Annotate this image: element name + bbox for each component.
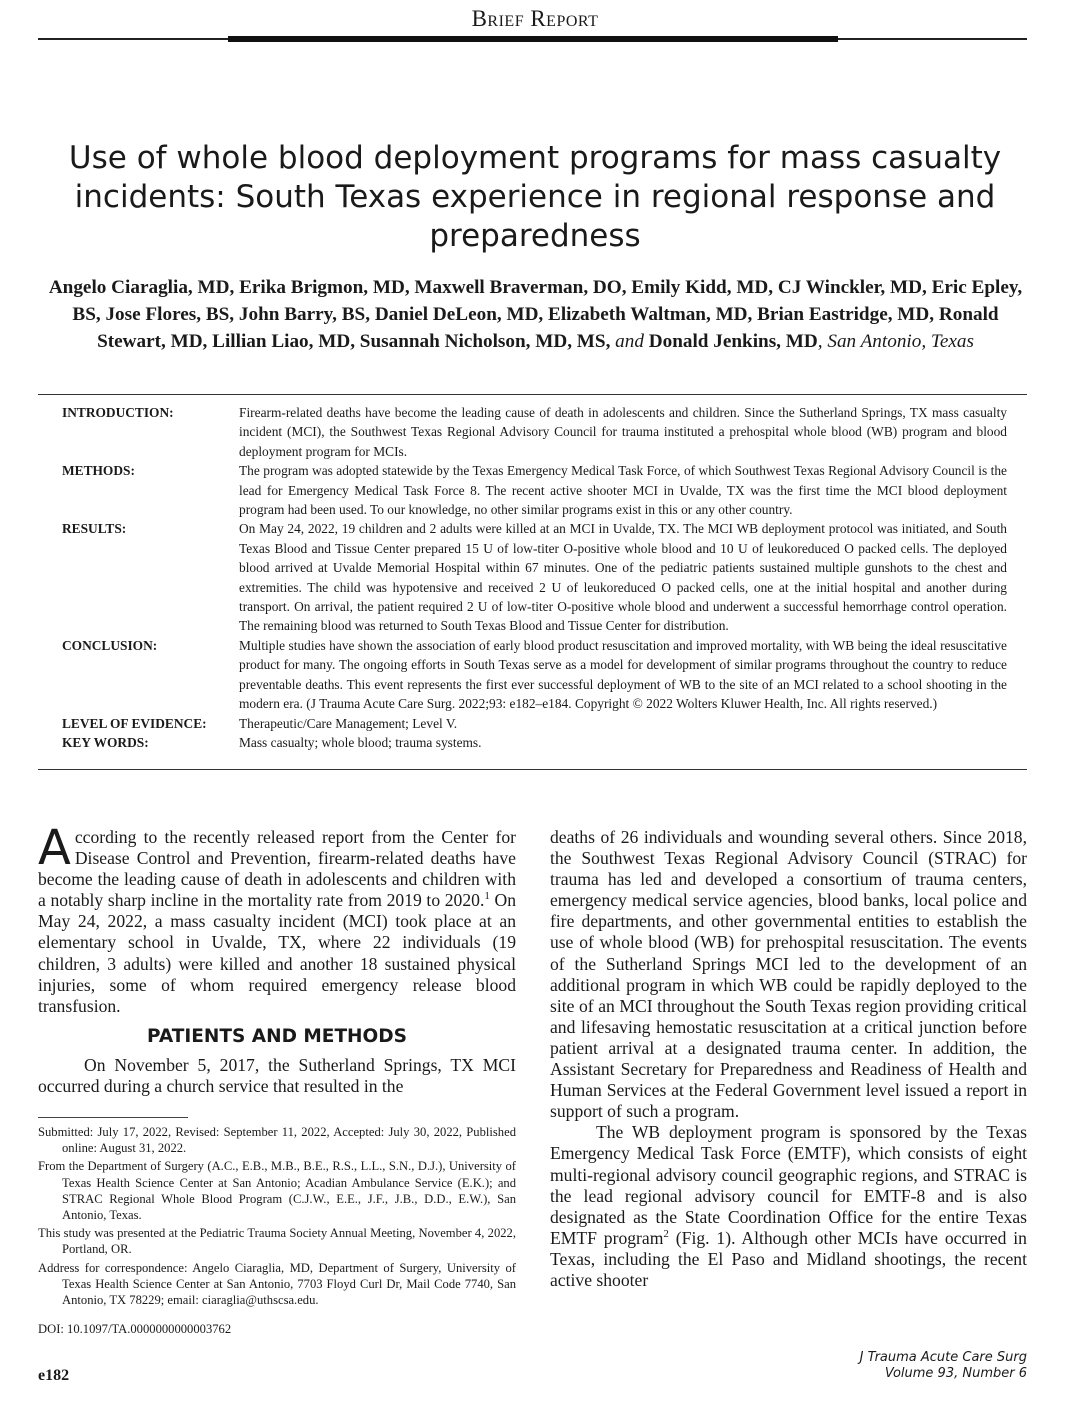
abstract-text: Mass casualty; whole blood; trauma systems. xyxy=(239,734,482,750)
abstract-row xyxy=(62,403,1007,461)
header-rule-thick xyxy=(228,36,838,42)
intro-text: ccording to the recently released report from the Center for Disease Control and Prevention, firearm-related deaths have become the leading cause of death in adolescents and children with a notably sharp incline in the mortality rate from 2019 to 2020. xyxy=(38,827,516,911)
methods-paragraph: On November 5, 2017, the Sutherland Springs, TX MCI occurred during a church service that resulted in the xyxy=(38,1054,516,1097)
intro-text-cont: On May 24, 2022, a mass casualty incident (MCI) took place at an elementary school in Uvalde, TX, where 22 individuals (19 children, 3 adults) were killed and another 18 sustained physical injuries, some of whom required emergency release blood transfusion. xyxy=(38,890,516,1016)
abstract-text: Firearm-related deaths have become the leading cause of death in adolescents and children. Since the Sutherland Springs, TX mass casualty incident (MCI), the Southwest Texas Regional Advisory Council for trauma instituted a prehospital whole blood (WB) program and blood deployment program for MCIs. xyxy=(239,405,1007,459)
page-number: e182 xyxy=(38,1367,70,1384)
footnote: Submitted: July 17, 2022, Revised: September 11, 2022, Accepted: July 30, 2022, Published online: August 31, 2022. xyxy=(38,1125,516,1156)
citation-ref[interactable]: 2 xyxy=(663,1227,669,1240)
abstract-text: Multiple studies have shown the association of early blood product resuscitation and improved mortality, with WB being the ideal resuscitative product for many. The ongoing efforts in South Texas serve as a model for development of similar programs throughout the country to reduce preventable deaths. This event represents the first ever successful deployment of WB to the site of an MCI related to a school shooting in the modern era. (J Trauma Acute Care Surg. 2022;93: e182–e184. Copyright © 2022 Wolters Kluwer Health, Inc. All rights reserved.) xyxy=(239,637,1007,712)
abstract-label: CONCLUSION: xyxy=(62,637,158,653)
footnotes xyxy=(38,1124,516,1310)
journal-name: J Trauma Acute Care Surg xyxy=(859,1350,1027,1365)
doi[interactable]: DOI: 10.1097/TA.0000000000003762 xyxy=(38,1322,232,1336)
abstract-label: LEVEL OF EVIDENCE: xyxy=(62,715,207,731)
abstract-text: The program was adopted statewide by the Texas Emergency Medical Task Force, of which Southwest Texas Regional Advisory Council is the lead for Emergency Medical Task Force 8. The recent active shooter MCI in Uvalde, TX was the first time the MCI blood deployment program had been used. To our knowledge, no other similar programs exist in this or any other country. xyxy=(239,463,1007,518)
citation-ref[interactable]: 1 xyxy=(484,890,490,903)
author-last: Donald Jenkins, MD xyxy=(648,331,818,352)
author-location: , San Antonio, Texas xyxy=(817,331,974,352)
right-p2-text: The WB deployment program is sponsored by the Texas Emergency Medical Task Force (EMTF), which consists of eight multi-regional advisory council geographic regions, and STRAC is the lead regional advisory council for EMTF-8 and is also designated as the State Coordination Office for the entire Texas EMTF program xyxy=(550,1122,1027,1248)
abstract-label: KEY WORDS: xyxy=(62,734,149,750)
body-column-left xyxy=(38,820,516,1097)
section-heading: PATIENTS AND METHODS xyxy=(147,1025,407,1047)
abstract-label: INTRODUCTION: xyxy=(62,405,174,420)
author-and: and xyxy=(615,331,644,352)
abstract-top-rule xyxy=(38,394,1027,395)
journal-footer xyxy=(760,1350,1027,1382)
abstract-row xyxy=(62,733,1007,752)
abstract-row xyxy=(62,461,1007,519)
abstract xyxy=(62,403,1007,752)
abstract-bottom-rule xyxy=(38,769,1027,770)
journal-volume: Volume 93, Number 6 xyxy=(884,1366,1027,1381)
right-paragraph-1: deaths of 26 individuals and wounding several others. Since 2018, the Southwest Texas Regional Advisory Council (STRAC) for trauma has led and developed a consortium of trauma centers, emergency medical service agencies, blood banks, local police and fire departments, and other governmental entities to establish the use of whole blood (WB) for prehospital resuscitation. The events of the Sutherland Springs MCI led to the development of an additional program in which WB could be rapidly deployed to the site of an MCI throughout the South Texas region providing critical and lifesaving hemostatic resuscitation at a critical junction before patient arrival at a designated trauma center. In addition, the Assistant Secretary for Preparedness and Readiness of Health and Human Services at the Federal Government level issued a report in support of such a program. xyxy=(550,827,1027,1122)
author-names: Angelo Ciaraglia, MD, Erika Brigmon, MD, Maxwell Braverman, DO, Emily Kidd, MD, CJ Winckler, MD, Eric Epley, BS, Jose Flores, BS, John Barry, BS, Daniel DeLeon, MD, Elizabeth Waltman, MD, Brian Eastridge, MD, Ronald Stewart, MD, Lillian Liao, MD, Susannah Nicholson, MD, MS, xyxy=(48,277,1023,352)
article-title: Use of whole blood deployment programs for mass casualty incidents: South Texas experience in regional response and preparedness xyxy=(68,139,1002,254)
abstract-label: RESULTS: xyxy=(62,521,127,537)
right-paragraph-2 xyxy=(550,1122,1027,1291)
abstract-row xyxy=(62,519,1007,635)
abstract-row xyxy=(62,714,1007,733)
footnote: From the Department of Surgery (A.C., E.B., M.B., B.E., R.S., L.L., S.N., D.J.), University of Texas Health Science Center at San Antonio; Acadian Ambulance Service (E.K.); and STRAC Regional Whole Blood Program (C.J.W., E.E., J.F., J.B., D.D., E.W.), San Antonio, Texas. xyxy=(38,1159,516,1223)
abstract-text: On May 24, 2022, 19 children and 2 adults were killed at an MCI in Uvalde, TX. The MCI WB deployment protocol was initiated, and South Texas Blood and Tissue Center prepared 15 U of low-titer O-positive whole blood and 10 U of leukoreduced O packed cells. The deployed blood arrived at Uvalde Memorial Hospital within 67 minutes. One of the pediatric patients sustained multiple gunshots to the chest and extremities. The child was hypotensive and received 2 U of leukoreduced O packed cells, one at the initial hospital and another during transport. On arrival, the patient required 2 U of low-titer O-positive whole blood and underwent a successful hemorrhage control operation. The remaining blood was returned to South Texas Blood and Tissue Center for distribution. xyxy=(239,521,1007,634)
author-list xyxy=(38,274,1033,355)
footnote: This study was presented at the Pediatric Trauma Society Annual Meeting, November 4, 2022, Portland, OR. xyxy=(38,1226,516,1257)
footnote-rule xyxy=(38,1117,188,1118)
footnote: Address for correspondence: Angelo Ciaraglia, MD, Department of Surgery, University of Texas Health Science Center at San Antonio, 7703 Floyd Curl Dr, Mail Code 7740, San Antonio, TX 78229; email: ciaraglia@uthscsa.edu. xyxy=(38,1260,516,1308)
right-p2-text-cont: (Fig. 1). Although other MCIs have occurred in Texas, including the El Paso and Midland shootings, the recent active shooter xyxy=(550,1227,1027,1290)
abstract-text: Therapeutic/Care Management; Level V. xyxy=(239,715,458,731)
body-column-right xyxy=(550,827,1027,1291)
abstract-row xyxy=(62,636,1007,714)
abstract-label: METHODS: xyxy=(62,463,135,479)
section-label: Brief Report xyxy=(471,6,599,31)
drop-cap: A xyxy=(38,820,71,876)
intro-paragraph xyxy=(38,820,516,1017)
